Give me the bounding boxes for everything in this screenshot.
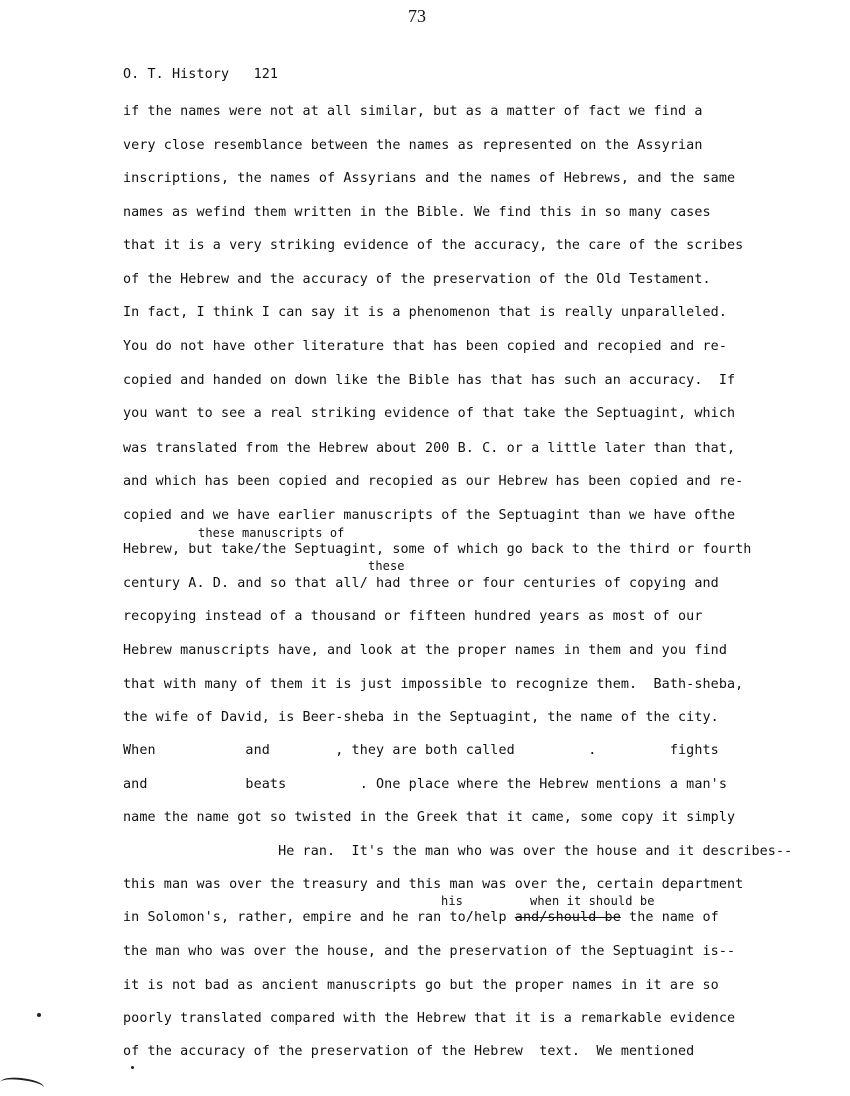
interlinear-insert-these: these bbox=[368, 559, 405, 573]
interlinear-insert-when-it-should-be: when it should be bbox=[530, 894, 655, 908]
text-line-25-end: the name of bbox=[620, 910, 719, 925]
text-line-1: if the names were not at all similar, but as a matter of fact we find a bbox=[123, 104, 703, 119]
text-line-11: was translated from the Hebrew about 200 B. C. or a little later than that, bbox=[123, 441, 736, 456]
text-line-10: you want to see a real striking evidence of that take the Septuagint, which bbox=[123, 406, 736, 421]
text-line-6: of the Hebrew and the accuracy of the preservation of the Old Testament. bbox=[123, 272, 711, 287]
text-line-5: that it is a very striking evidence of the accuracy, the care of the scribes bbox=[123, 238, 744, 253]
section-header: O. T. History 121 bbox=[123, 67, 279, 82]
text-line-16: recopying instead of a thousand or fifteen hundred years as most of our bbox=[123, 609, 703, 624]
text-line-22: name the name got so twisted in the Greek that it came, some copy it simply bbox=[123, 810, 736, 825]
stray-mark bbox=[37, 1013, 41, 1017]
interlinear-insert-these-manuscripts-of: these manuscripts of bbox=[198, 526, 345, 540]
text-line-19: the wife of David, is Beer-sheba in the Septuagint, the name of the city. bbox=[123, 710, 719, 725]
text-line-21: and beats . One place where the Hebrew mentions a man's bbox=[123, 777, 727, 792]
text-line-15: century A. D. and so that all/ had three or four centuries of copying and bbox=[123, 576, 719, 591]
text-line-23: He ran. It's the man who was over the house and it describes-- bbox=[123, 844, 793, 859]
page-edge-mark bbox=[0, 1074, 45, 1095]
page-number: 73 bbox=[408, 6, 426, 26]
text-line-26: the man who was over the house, and the preservation of the Septuagint is-- bbox=[123, 944, 736, 959]
text-line-13: copied and we have earlier manuscripts of the Septuagint than we have ofthe bbox=[123, 508, 736, 523]
struck-text: and/should be bbox=[514, 910, 621, 925]
text-line-14: Hebrew, but take/the Septuagint, some of which go back to the third or fourth bbox=[123, 542, 752, 557]
text-line-12: and which has been copied and recopied as our Hebrew has been copied and re- bbox=[123, 474, 744, 489]
text-line-24: this man was over the treasury and this man was over the, certain department bbox=[123, 877, 744, 892]
text-line-25-start: in Solomon's, rather, empire and he ran to/help bbox=[123, 910, 515, 925]
text-line-9: copied and handed on down like the Bible has that has such an accuracy. If bbox=[123, 373, 736, 388]
text-line-8: You do not have other literature that has been copied and recopied and re- bbox=[123, 339, 727, 354]
text-line-29: of the accuracy of the preservation of the Hebrew text. We mentioned bbox=[123, 1044, 695, 1059]
text-line-2: very close resemblance between the names as represented on the Assyrian bbox=[123, 138, 703, 153]
text-line-18: that with many of them it is just impossible to recognize them. Bath-sheba, bbox=[123, 677, 744, 692]
text-line-25 bbox=[123, 910, 719, 925]
text-line-4: names as wefind them written in the Bible. We find this in so many cases bbox=[123, 205, 711, 220]
text-line-7: In fact, I think I can say it is a phenomenon that is really unparalleled. bbox=[123, 305, 727, 320]
stray-mark bbox=[131, 1066, 134, 1069]
text-line-28: poorly translated compared with the Hebrew that it is a remarkable evidence bbox=[123, 1011, 736, 1026]
text-line-17: Hebrew manuscripts have, and look at the proper names in them and you find bbox=[123, 643, 727, 658]
interlinear-insert-his: his bbox=[441, 894, 463, 908]
text-line-3: inscriptions, the names of Assyrians and the names of Hebrews, and the same bbox=[123, 171, 736, 186]
text-line-20: When and , they are both called . fights bbox=[123, 743, 719, 758]
text-line-27: it is not bad as ancient manuscripts go but the proper names in it are so bbox=[123, 978, 719, 993]
